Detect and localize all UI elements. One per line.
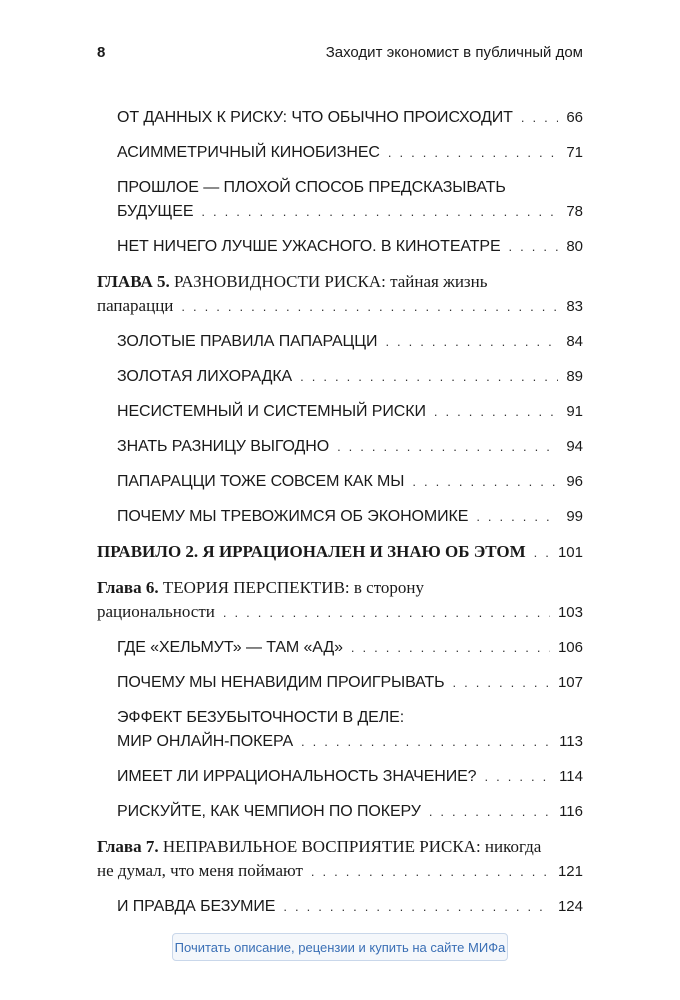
page-number: 8 [97, 44, 106, 61]
page-header [97, 44, 583, 61]
running-title: Заходит экономист в публичный дом [325, 44, 583, 61]
toc-entry [97, 235, 583, 259]
toc-page-number: 113 [559, 733, 583, 750]
toc-entry [97, 706, 583, 754]
toc-entry [97, 505, 583, 529]
toc-entry [97, 106, 583, 130]
toc-entry [97, 435, 583, 459]
toc-page-number: 103 [557, 604, 583, 621]
chapter-label: Глава 6. [97, 578, 159, 597]
leader-dots [521, 106, 558, 130]
chapter-label: ГЛАВА 5. [97, 272, 170, 291]
chapter-title-cont: папарацци [97, 296, 174, 315]
toc-page-number: 91 [566, 403, 583, 420]
toc-entry [97, 470, 583, 494]
toc-entry [97, 636, 583, 660]
toc-entry [97, 765, 583, 789]
rule-title: ПРАВИЛО 2. Я ИРРАЦИОНАЛЕН И ЗНАЮ ОБ ЭТОМ [97, 542, 526, 561]
leader-dots [351, 636, 550, 660]
toc-entry [97, 800, 583, 824]
toc-page-number: 99 [566, 508, 583, 525]
leader-dots [534, 541, 550, 565]
toc-entry-title: АСИММЕТРИЧНЫЙ КИНОБИЗНЕС [117, 144, 380, 161]
leader-dots [412, 470, 558, 494]
leader-dots [388, 141, 558, 165]
toc-page-number: 114 [559, 768, 583, 785]
leader-dots [509, 235, 559, 259]
leader-dots [181, 295, 558, 319]
toc-entry [97, 895, 583, 919]
toc-entry-title: ПАПАРАЦЦИ ТОЖЕ СОВСЕМ КАК МЫ [117, 473, 405, 490]
toc-page-number: 116 [559, 803, 583, 820]
leader-dots [201, 200, 558, 224]
toc-entry-title-line: ЭФФЕКТ БЕЗУБЫТОЧНОСТИ В ДЕЛЕ: [117, 709, 405, 726]
leader-dots [283, 895, 550, 919]
toc-entry-title: НЕСИСТЕМНЫЙ И СИСТЕМНЫЙ РИСКИ [117, 403, 426, 420]
toc-page-number: 89 [566, 368, 583, 385]
toc-chapter [97, 576, 583, 625]
chapter-label: Глава 7. [97, 837, 159, 856]
toc-entry-title: ЗОЛОТАЯ ЛИХОРАДКА [117, 368, 293, 385]
leader-dots [300, 365, 558, 389]
toc-entry [97, 671, 583, 695]
toc-page-number: 84 [566, 333, 583, 350]
leader-dots [429, 800, 551, 824]
chapter-title: РАЗНОВИДНОСТИ РИСКА: тайная жизнь [169, 272, 488, 291]
toc-chapter [97, 835, 583, 884]
toc-page-number: 80 [566, 238, 583, 255]
toc-entry-title: БУДУЩЕЕ [117, 203, 194, 220]
toc-entry-title: ПОЧЕМУ МЫ НЕНАВИДИМ ПРОИГРЫВАТЬ [117, 674, 445, 691]
leader-dots [311, 860, 550, 884]
toc-entry-title: ГДЕ «ХЕЛЬМУТ» — ТАМ «АД» [117, 639, 343, 656]
toc-entry-title-line: ПРОШЛОЕ — ПЛОХОЙ СПОСОБ ПРЕДСКАЗЫВАТЬ [117, 179, 506, 196]
toc-page-number: 83 [566, 298, 583, 315]
toc-entry [97, 365, 583, 389]
toc-entry-title: ПОЧЕМУ МЫ ТРЕВОЖИМСЯ ОБ ЭКОНОМИКЕ [117, 508, 469, 525]
leader-dots [434, 400, 558, 424]
leader-dots [476, 505, 558, 529]
leader-dots [223, 601, 550, 625]
toc-entry-title: ЗОЛОТЫЕ ПРАВИЛА ПАПАРАЦЦИ [117, 333, 378, 350]
toc-page-number: 124 [557, 898, 583, 915]
leader-dots [301, 730, 551, 754]
toc-page-number: 71 [566, 144, 583, 161]
chapter-title-cont: рациональности [97, 602, 215, 621]
toc-entry-title: ИМЕЕТ ЛИ ИРРАЦИОНАЛЬНОСТЬ ЗНАЧЕНИЕ? [117, 768, 477, 785]
toc-entry-title: МИР ОНЛАЙН-ПОКЕРА [117, 733, 294, 750]
leader-dots [385, 330, 558, 354]
leader-dots [485, 765, 552, 789]
leader-dots [337, 435, 558, 459]
toc-entry [97, 176, 583, 224]
chapter-title: ТЕОРИЯ ПЕРСПЕКТИВ: в сторону [158, 578, 425, 597]
toc-chapter [97, 270, 583, 319]
chapter-title-cont: не думал, что меня поймают [97, 861, 303, 880]
toc-page-number: 66 [566, 109, 583, 126]
toc-entry-title: РИСКУЙТЕ, КАК ЧЕМПИОН ПО ПОКЕРУ [117, 803, 421, 820]
toc-rule [97, 540, 583, 565]
chapter-title: НЕПРАВИЛЬНОЕ ВОСПРИЯТИЕ РИСКА: никогда [158, 837, 542, 856]
table-of-contents [97, 106, 583, 930]
toc-entry [97, 330, 583, 354]
toc-entry [97, 400, 583, 424]
toc-page-number: 107 [557, 674, 583, 691]
toc-entry-title: НЕТ НИЧЕГО ЛУЧШЕ УЖАСНОГО. В КИНОТЕАТРЕ [117, 238, 501, 255]
toc-entry-title: ОТ ДАННЫХ К РИСКУ: ЧТО ОБЫЧНО ПРОИСХОДИТ [117, 109, 513, 126]
toc-entry-title: ЗНАТЬ РАЗНИЦУ ВЫГОДНО [117, 438, 330, 455]
buy-on-mif-link[interactable]: Почитать описание, рецензии и купить на сайте МИФа [172, 933, 508, 961]
leader-dots [453, 671, 550, 695]
toc-entry-title: И ПРАВДА БЕЗУМИЕ [117, 898, 276, 915]
toc-page-number: 101 [557, 544, 583, 561]
toc-page-number: 78 [566, 203, 583, 220]
toc-page-number: 94 [566, 438, 583, 455]
toc-page-number: 121 [557, 863, 583, 880]
toc-page-number: 96 [566, 473, 583, 490]
toc-page-number: 106 [557, 639, 583, 656]
toc-entry [97, 141, 583, 165]
